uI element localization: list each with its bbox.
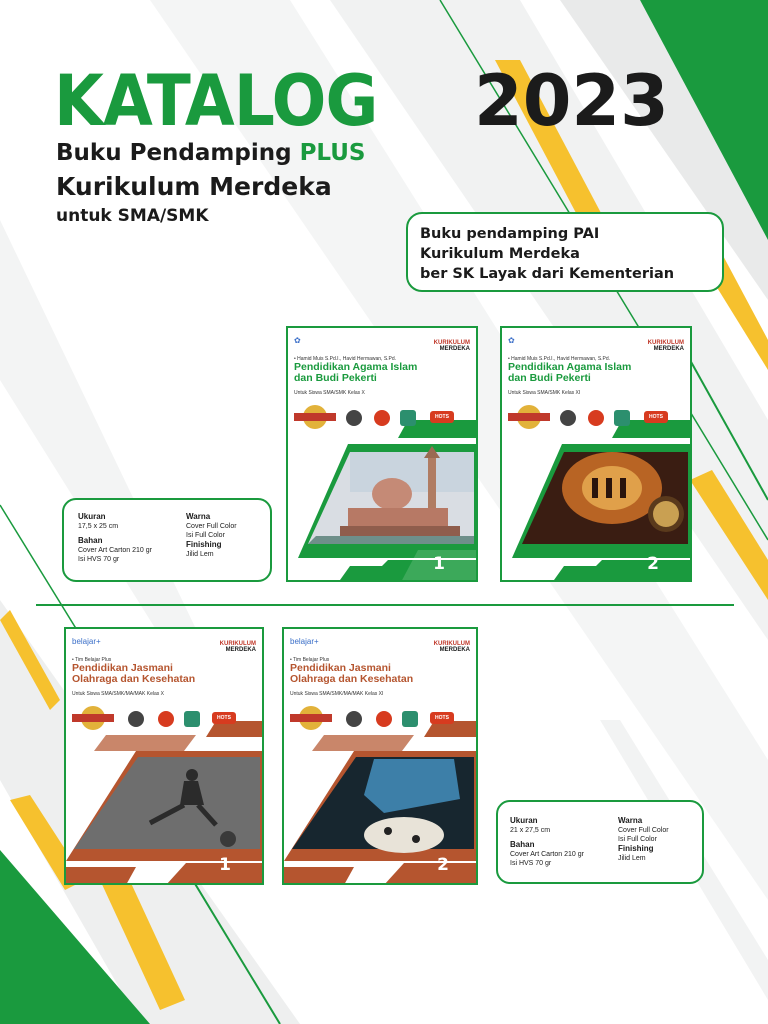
book-subtitle: Untuk Siswa SMA/SMK Kelas XI (508, 390, 581, 396)
book-volume-number: 2 (647, 554, 659, 574)
hots-badge: HOTS (430, 712, 454, 724)
book-volume-number: 1 (433, 554, 445, 574)
book-title (72, 663, 195, 685)
spec-box-pjok (496, 800, 704, 884)
subtitle-text: Buku Pendamping (56, 140, 300, 166)
finishing-label: Finishing (618, 844, 654, 853)
bahan-line2: Isi HVS 70 gr (78, 556, 120, 563)
warna-line2: Isi Full Color (186, 532, 225, 539)
ukuran-label: Ukuran (510, 816, 538, 825)
graduation-cap-icon (346, 711, 362, 727)
book-pai-10[interactable] (286, 326, 478, 582)
km-line2: MERDEKA (225, 647, 256, 653)
title-katalog: KATALOG (54, 60, 378, 142)
book-title (508, 362, 631, 384)
book-pai-11[interactable] (500, 326, 692, 582)
reading-icon (184, 711, 200, 727)
note-line1: Buku pendamping PAI (420, 226, 600, 242)
book-title-line1: Pendidikan Jasmani (72, 662, 173, 674)
book-author: • Hamid Muis S.Pd.I., Havid Hermawan, S.Pd. (294, 356, 397, 362)
seal-icon (376, 711, 392, 727)
bahan-line1: Cover Art Carton 210 gr (78, 547, 152, 554)
book-title-line2: Olahraga dan Kesehatan (72, 673, 196, 685)
pai-note-box (406, 212, 724, 292)
book-author: • Tim Belajar Plus (290, 657, 330, 663)
kurikulum-merdeka-logo (220, 641, 256, 653)
book-subtitle: Untuk Siswa SMA/SMK/MA/MAK Kelas X (72, 691, 164, 697)
book-author: • Tim Belajar Plus (72, 657, 112, 663)
ukuran-label: Ukuran (78, 512, 106, 521)
finishing-value: Jilid Lem (186, 551, 214, 558)
hots-badge: HOTS (644, 411, 668, 423)
spec-col-left (510, 816, 584, 868)
spec-box-pai (62, 498, 272, 582)
note-line3: ber SK Layak dari Kementerian (420, 266, 675, 282)
plus-text: PLUS (299, 140, 366, 166)
publisher-logo-icon: ✿ (294, 336, 301, 345)
pembelajaran-badge-icon (294, 404, 336, 430)
book-title-line1: Pendidikan Agama Islam (508, 361, 632, 373)
seal-icon (158, 711, 174, 727)
km-line2: MERDEKA (439, 346, 470, 352)
seal-icon (588, 410, 604, 426)
kurikulum-merdeka-logo (434, 641, 470, 653)
book-title-line2: Olahraga dan Kesehatan (290, 673, 414, 685)
reading-icon (400, 410, 416, 426)
book-volume-number: 2 (437, 855, 449, 875)
warna-line2: Isi Full Color (618, 836, 657, 843)
ukuran-value: 21 x 27,5 cm (510, 827, 551, 834)
km-line1: KURIKULUM (219, 641, 256, 647)
bahan-label: Bahan (78, 536, 103, 545)
belajar-plus-logo: belajar+ (290, 637, 319, 646)
ukuran-value: 17,5 x 25 cm (78, 523, 119, 530)
finishing-label: Finishing (186, 540, 222, 549)
kurikulum-merdeka-logo (648, 340, 684, 352)
km-line2: MERDEKA (653, 346, 684, 352)
book-title-line1: Pendidikan Agama Islam (294, 361, 418, 373)
book-subtitle: Untuk Siswa SMA/SMK/MA/MAK Kelas XI (290, 691, 384, 697)
graduation-cap-icon (346, 410, 362, 426)
feature-badges (72, 705, 262, 731)
belajar-plus-logo: belajar+ (72, 637, 101, 646)
book-title-line2: dan Budi Pekerti (294, 372, 377, 384)
bahan-line1: Cover Art Carton 210 gr (510, 851, 584, 858)
subtitle-line2: Kurikulum Merdeka (56, 172, 332, 201)
warna-line1: Cover Full Color (618, 827, 669, 834)
book-title-line2: dan Budi Pekerti (508, 372, 591, 384)
publisher-logo-icon: ✿ (508, 336, 515, 345)
graduation-cap-icon (128, 711, 144, 727)
hots-badge: HOTS (430, 411, 454, 423)
feature-badges (290, 705, 476, 731)
feature-badges (294, 404, 474, 430)
book-title-line1: Pendidikan Jasmani (290, 662, 391, 674)
pembelajaran-badge-icon (72, 705, 114, 731)
reading-icon (402, 711, 418, 727)
subtitle-line1 (56, 140, 366, 166)
pembelajaran-badge-icon (290, 705, 332, 731)
catalog-title (54, 60, 669, 142)
finishing-value: Jilid Lem (618, 855, 646, 862)
book-pjok-10[interactable] (64, 627, 264, 885)
book-volume-number: 1 (219, 855, 231, 875)
section-divider (36, 604, 734, 606)
spec-col-right (186, 512, 237, 559)
book-subtitle: Untuk Siswa SMA/SMK Kelas X (294, 390, 365, 396)
km-line1: KURIKULUM (433, 641, 470, 647)
km-line1: KURIKULUM (433, 340, 470, 346)
subtitle-line3: untuk SMA/SMK (56, 206, 209, 226)
seal-icon (374, 410, 390, 426)
note-line2: Kurikulum Merdeka (420, 246, 580, 262)
spec-col-right (618, 816, 669, 863)
kurikulum-merdeka-logo (434, 340, 470, 352)
km-line2: MERDEKA (439, 647, 470, 653)
book-title (290, 663, 413, 685)
title-year: 2023 (474, 60, 669, 142)
bahan-label: Bahan (510, 840, 535, 849)
graduation-cap-icon (560, 410, 576, 426)
spec-col-left (78, 512, 152, 564)
book-author: • Hamid Muis S.Pd.I., Havid Hermawan, S.Pd. (508, 356, 611, 362)
km-line1: KURIKULUM (647, 340, 684, 346)
hots-badge: HOTS (212, 712, 236, 724)
book-title (294, 362, 417, 384)
reading-icon (614, 410, 630, 426)
warna-label: Warna (618, 816, 643, 825)
pembelajaran-badge-icon (508, 404, 550, 430)
bahan-line2: Isi HVS 70 gr (510, 860, 552, 867)
warna-line1: Cover Full Color (186, 523, 237, 530)
feature-badges (508, 404, 688, 430)
book-pjok-11[interactable] (282, 627, 478, 885)
warna-label: Warna (186, 512, 211, 521)
